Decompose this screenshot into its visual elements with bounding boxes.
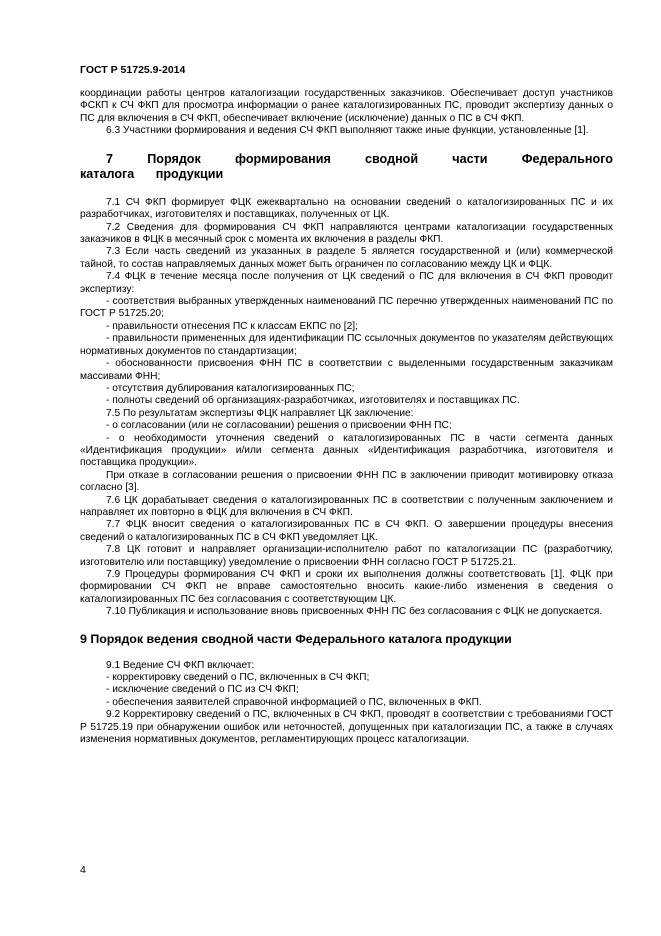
paragraph: 7.9 Процедуры формирования СЧ ФКП и сроки их выполнения должны соответствовать [1]. ФЦК при формировании СЧ ФКП не вправе самостоятельно вносить какие-либо изменения в сведения о каталогизированных ПС без согласования с соответствующим ЦК. (80, 569, 613, 605)
paragraph: 7.1 СЧ ФКП формирует ФЦК ежеквартально на основании сведений о каталогизированных ПС и их разработчиках, изготовителях и поставщиках, полученных от ЦК. (80, 196, 613, 221)
list-item: - отсутствия дублирования каталогизированных ПС; (106, 382, 355, 394)
paragraph: 7.4 ФЦК в течение месяца после получения от ЦК сведений о ПС для включения в СЧ ФКП проводит экспертизу: (80, 271, 613, 295)
list-item: - о необходимости уточнения сведений о каталогизированных ПС в части сегмента данных «Идентификация продукции» и/или сегмента данных «Идентификация разработчика, изготовителя и поставщика продукции». (80, 432, 613, 469)
document-body (80, 88, 613, 746)
list-item: - исключение сведений о ПС из СЧ ФКП; (106, 684, 299, 696)
paragraph: 7.5 По результатам экспертизы ФЦК направляет ЦК заключение: (106, 407, 414, 419)
section-9-heading: 9 Порядок ведения сводной части Федерального каталога продукции (80, 631, 512, 646)
paragraph: 7.7 ФЦК вносит сведения о каталогизированных ПС в СЧ ФКП. О завершении процедуры внесения сведений о каталогизированных ПС в СЧ ФКП уведомляет ЦК. (80, 519, 613, 543)
paragraph: 7.2 Сведения для формирования СЧ ФКП направляются центрами каталогизации государственных заказчиков в ФЦК в месячный срок с момента их включения в разделы ФКП. (80, 221, 613, 246)
list-item: - правильности примененных для идентификации ПС ссылочных документов по указателям действующих нормативных документов по стандартизации; (80, 333, 613, 357)
paragraph: 9.1 Ведение СЧ ФКП включает: (106, 659, 255, 671)
paragraph: 7.8 ЦК готовит и направляет организации-исполнителю работ по каталогизации ПС (разработчику, изготовителю или поставщику) уведомление о присвоении ФНН согласно ГОСТ Р 51725.21. (80, 544, 613, 568)
paragraph: 7.6 ЦК дорабатывает сведения о каталогизированных ПС в соответствии с полученным заключением и направляет их повторно в ФЦК для включения в СЧ ФКП. (80, 494, 613, 518)
list-item: - обеспечения заявителей справочной информацией о ПС, включенных в ФКП. (106, 696, 482, 708)
document-header: ГОСТ Р 51725.9-2014 (80, 64, 186, 76)
paragraph: координации работы центров каталогизации государственных заказчиков. Обеспечивает доступ участников ФСКП к СЧ ФКП для просмотра информации о ранее каталогизированных ПС, проводит экспертизу данных о ПС для включения в СЧ ФКП, обеспечивает включение (исключение) данных о ПС в СЧ ФКП. (80, 88, 613, 124)
paragraph: 7.10 Публикация и использование вновь присвоенных ФНН ПС без согласования с ФЦК не допускается. (106, 606, 603, 618)
list-item: - корректировку сведений о ПС, включенных в СЧ ФКП; (106, 672, 370, 684)
paragraph: 9.2 Корректировку сведений о ПС, включенных в СЧ ФКП, проводят в соответствии с требованиями ГОСТ Р 51725.19 при обнаружении ошибок или неточностей, допущенных при каталогизации ПС, а также в случаях изменения нормативных документов, регламентирующих процесс каталогизации. (80, 709, 613, 746)
paragraph: 6.3 Участники формирования и ведения СЧ ФКП выполняют также иные функции, установленные [1]. (106, 125, 589, 137)
paragraph: При отказе в согласовании решения о присвоении ФНН ПС в заключении приводит мотивировку отказа согласно [3]. (80, 469, 613, 494)
page-number: 4 (80, 864, 86, 876)
list-item: - о согласовании (или не согласовании) решения о присвоении ФНН ПС; (106, 420, 452, 432)
list-item: - обоснованности присвоения ФНН ПС в соответствии с выделенными государственным заказчикам массивами ФНН; (80, 358, 613, 382)
list-item: - соответствия выбранных утвержденных наименований ПС перечню утвержденных наименований ПС по ГОСТ Р 51725.20; (80, 296, 613, 320)
section-7-heading: 7 Порядок формирования сводной части Федерального каталога продукции (80, 151, 613, 182)
list-item: - правильности отнесения ПС к классам ЕКПС по [2]; (106, 320, 358, 332)
paragraph: 7.3 Если часть сведений из указанных в разделе 5 является государственной и (или) коммерческой тайной, то состав направляемых данных может быть ограничен по согласованию между ЦК и ФЦК. (80, 246, 613, 270)
list-item: - полноты сведений об организациях-разработчиках, изготовителях и поставщиках ПС. (106, 395, 520, 407)
